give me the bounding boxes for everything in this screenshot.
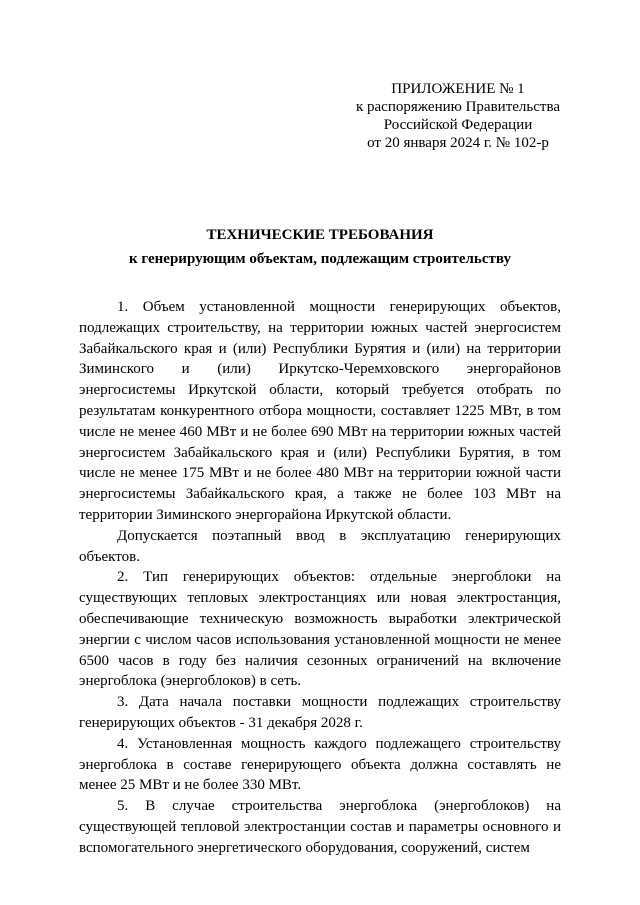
document-body — [79, 297, 561, 859]
paragraph-3: 3. Дата начала поставки мощности подлежащих строительству генерирующих объектов - 31 декабря 2028 г. — [79, 694, 561, 731]
appendix-number: ПРИЛОЖЕНИЕ № 1 — [391, 81, 525, 97]
appendix-government-line: Российской Федерации — [383, 117, 533, 133]
appendix-header — [340, 80, 576, 152]
paragraph-4: 4. Установленная мощность каждого подлежащего строительству энергоблока в составе генерирующего объекта должна составлять не менее 25 МВт и не более 330 МВт. — [79, 735, 561, 794]
document-subtitle: к генерирующим объектам, подлежащим строительству — [129, 251, 511, 267]
paragraph-1: 1. Объем установленной мощности генерирующих объектов, подлежащих строительству, на территории южных частей энергосистем Забайкальского края и (или) Республики Бурятия и (или) на территории Зиминского и (или) Иркутско-Черемховского энергорайонов энергосистемы Иркутской области, который требуется отобрать по результатам конкурентного отбора мощности, составляет 1225 МВт, в том числе не менее 460 МВт и не более 690 МВт на территории южных частей энергосистем Забайкальского края и (или) Республики Бурятия, в том числе не менее 175 МВт и не более 480 МВт на территории южной части энергосистемы Забайкальского края, а также не более 103 МВт на территории Зиминского энергорайона Иркутской области. — [79, 299, 561, 523]
paragraph-2: 2. Тип генерирующих объектов: отдельные энергоблоки на существующих тепловых электростанциях или новая электростанция, обеспечивающие техническую возможность выработки электрической энергии с числом часов использования установленной мощности не менее 6500 часов в году без наличия сезонных ограничений на включение энергоблока (энергоблоков) в сеть. — [79, 569, 561, 690]
paragraph-1-note: Допускается поэтапный ввод в эксплуатацию генерирующих объектов. — [79, 527, 561, 565]
paragraph-5: 5. В случае строительства энергоблока (энергоблоков) на существующей тепловой электростанции состав и параметры основного и вспомогательного энергетического оборудования, сооружений, систем — [79, 798, 561, 856]
appendix-order-line: к распоряжению Правительства — [355, 99, 560, 115]
document-title: ТЕХНИЧЕСКИЕ ТРЕБОВАНИЯ — [206, 227, 434, 243]
appendix-date-line: от 20 января 2024 г. № 102-р — [367, 135, 549, 151]
